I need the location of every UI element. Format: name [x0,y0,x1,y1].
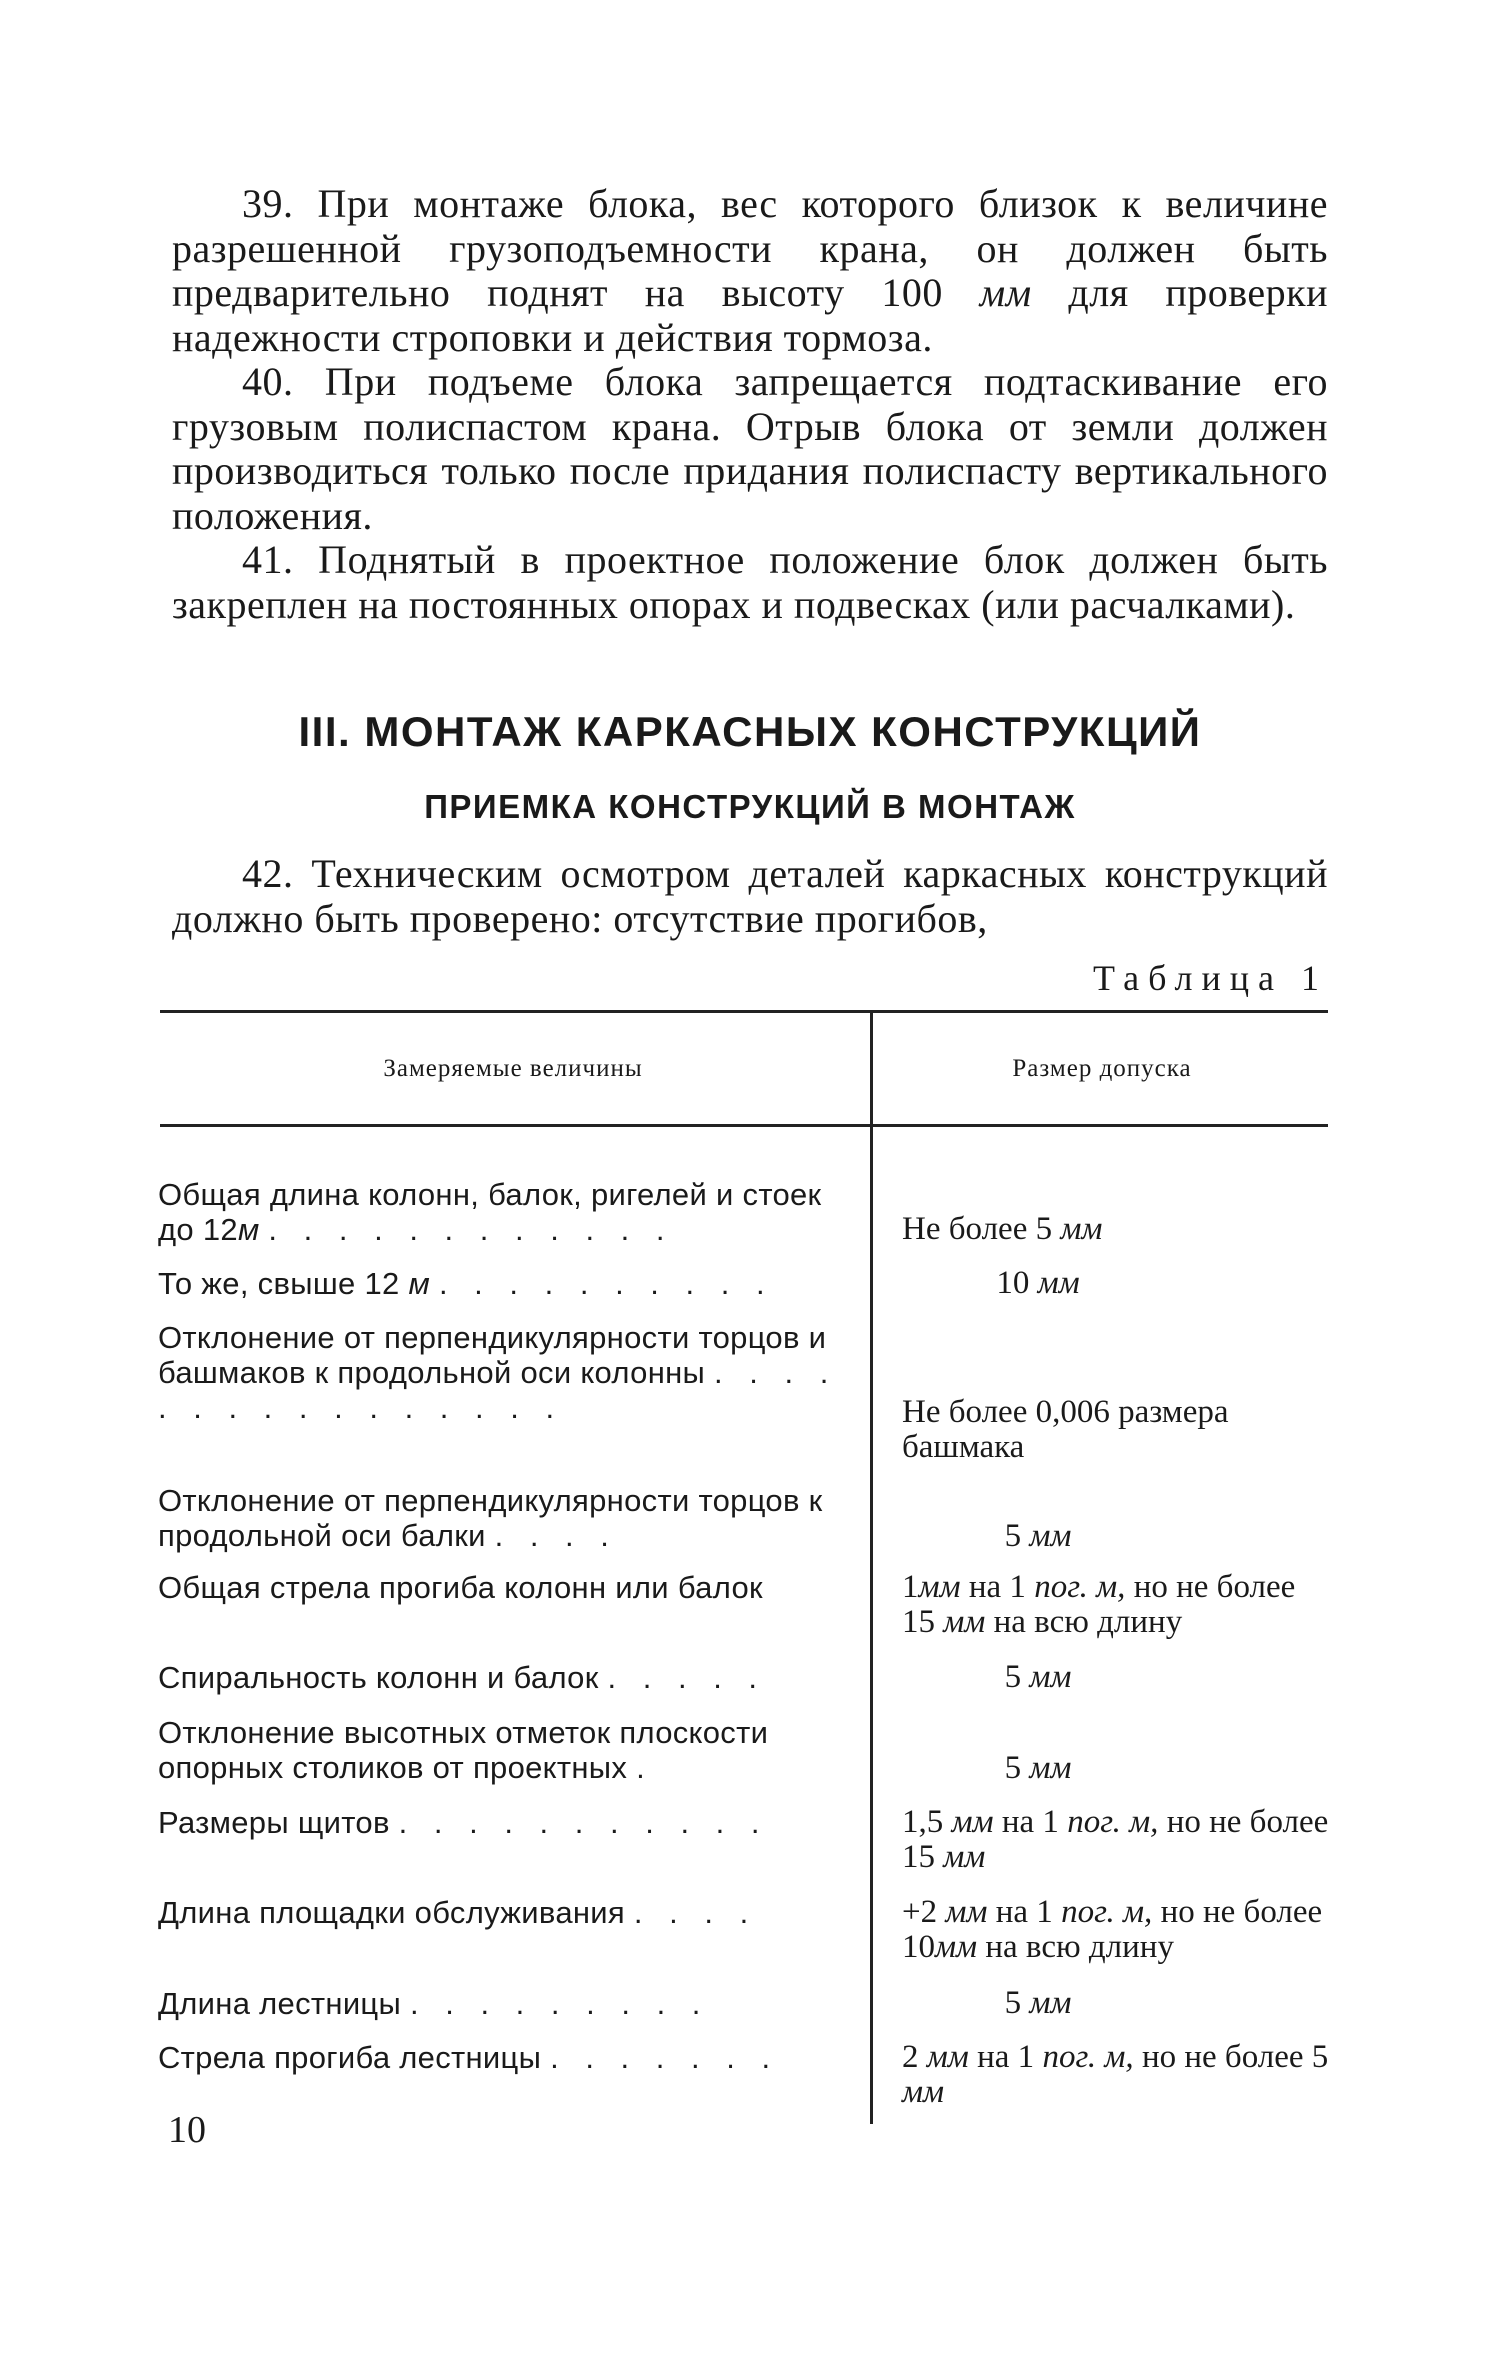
row-value: 1,5 мм на 1 пог. м, но не более 15 мм [902,1804,1329,1875]
row-name: Размеры щитов . . . . . . . . . . . [158,1805,769,1840]
table-header-rule [160,1124,1328,1127]
row-name: Отклонение высотных отметок плоскости опорных столиков от проектных . [158,1715,769,1785]
row-value: 5 мм [1004,1750,1072,1786]
row-name: Отклонение от перпендикулярности торцов и башмаков к продольной оси колонны . . . . . . . . . . . . . . . . [158,1320,838,1425]
section-title: III. МОНТАЖ КАРКАСНЫХ КОНСТРУКЦИЙ [298,708,1202,755]
column-header-measured: Замеряемые величины [383,1055,643,1082]
row-name: Стрела прогиба лестницы . . . . . . . [158,2040,780,2075]
row-value: Не более 5 мм [902,1211,1103,1247]
table-caption: Таблица 1 [1093,958,1328,998]
page-number: 10 [168,2109,206,2151]
row-value: 5 мм [1004,1985,1072,2021]
paragraph-40: 40. При подъеме блока запрещается подтаскивание его грузовым полиспастом крана. Отрыв блока от земли должен производиться только после придания полиспасту вертикального положения. [172,359,1328,539]
row-name: Отклонение от перпендикулярности торцов к продольной оси балки . . . . [158,1483,823,1553]
row-name: Спиральность колонн и балок . . . . . [158,1660,767,1695]
row-name: Общая стрела прогиба колонн или балок [158,1570,763,1605]
paragraph-42: 42. Техническим осмотром деталей каркасных конструкций должно быть проверено: отсутствие прогибов, [172,851,1328,941]
row-name: То же, свыше 12 м . . . . . . . . . . [158,1266,774,1301]
row-name: Общая длина колонн, балок, ригелей и стоек до 12м . . . . . . . . . . . . [158,1177,822,1247]
paragraph-41: 41. Поднятый в проектное положение блок должен быть закреплен на постоянных опорах и подвесках (или расчалками). [172,537,1328,627]
row-value: Не более 0,006 размера башмака [902,1394,1229,1465]
paragraph-39: 39. При монтаже блока, вес которого близок к величине разрешенной грузоподъемности крана, он должен быть предварительно поднят на высоту 100 мм для проверки надежности строповки и действия тормоза. [172,181,1328,361]
table-top-rule [160,1010,1328,1013]
row-value: +2 мм на 1 пог. м, но не более 10мм на всю длину [902,1894,1323,1965]
table-column-divider-body [870,1127,873,2123]
row-name: Длина площадки обслуживания . . . . [158,1895,758,1930]
row-name: Длина лестницы . . . . . . . . . [158,1986,710,2021]
row-value: 10 мм [996,1265,1080,1301]
section-subtitle: ПРИЕМКА КОНСТРУКЦИЙ В МОНТАЖ [424,788,1076,825]
row-value: 1мм на 1 пог. м, но не более 15 мм на всю длину [902,1569,1296,1640]
row-value: 5 мм [1004,1659,1072,1695]
column-header-tolerance: Размер допуска [1012,1055,1192,1082]
row-value: 2 мм на 1 пог. м, но не более 5 мм [902,2039,1329,2110]
row-value: 5 мм [1004,1518,1072,1554]
